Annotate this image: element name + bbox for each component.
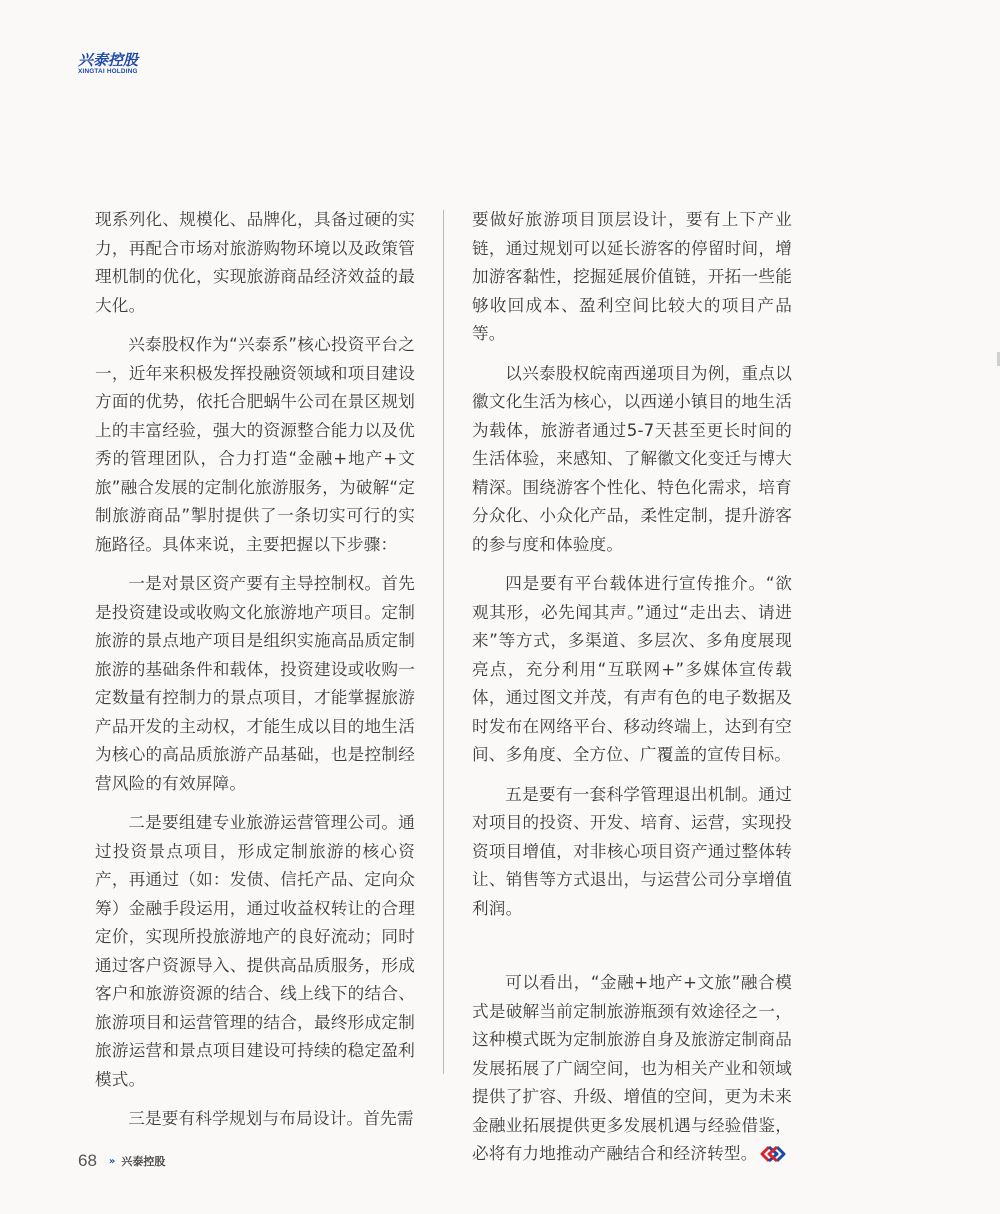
paragraph: 要做好旅游项目顶层设计，要有上下产业链，通过规划可以延长游客的停留时间，增加游客黏性，挖掘延展价值链，开拓一些能够收回成本、盈利空间比较大的项目产品等。 (472, 210, 792, 343)
end-mark-icon (760, 1145, 786, 1163)
page-number: 68 (78, 1151, 97, 1170)
logo-chinese-text: 兴泰控股 (78, 51, 139, 69)
paragraph: 二是要组建专业旅游运营管理公司。通过投资景点项目，形成定制旅游的核心资产，再通过（如：发债、信托产品、定向众筹）金融手段运用，通过收益权转让的合理定价，实现所投旅游地产的良好流动；同时通过客户资源导入、提供高品质服务，形成客户和旅游资源的结合、线上线下的结合、旅游项目和运营管理的结合，最终形成定制旅游运营和景点项目建设可持续的稳定盈利模式。 (95, 813, 415, 1089)
paragraph: 三是要有科学规划与布局设计。首先需 (128, 1109, 414, 1128)
paragraph: 现系列化、规模化、品牌化，具备过硬的实力，再配合市场对旅游购物环境以及政策管理机制的优化，实现旅游商品经济效益的最大化。 (95, 210, 415, 315)
paragraph: 一是对景区资产要有主导控制权。首先是投资建设或收购文化旅游地产项目。定制旅游的景点地产项目是组织实施高品质定制旅游的基础条件和载体，投资建设或收购一定数量有控制力的景点项目，才能掌握旅游产品开发的主动权，才能生成以目的地生活为核心的高品质旅游产品基础，也是控制经营风险的有效屏障。 (95, 574, 415, 793)
page-footer (78, 1151, 165, 1171)
paragraph: 五是要有一套科学管理退出机制。通过对项目的投资、开发、培育、运营，实现投资项目增值，对非核心项目资产通过整体转让、销售等方式退出，与运营公司分享增值利润。 (472, 784, 792, 918)
double-chevron-icon: » (108, 1155, 114, 1167)
concluding-text: 可以看出，“金融+地产+文旅”融合模式是破解当前定制旅游瓶颈有效途径之一，这种模式既为定制旅游自身及旅游定制商品发展拓展了广阔空间，也为相关产业和领域提供了扩容、升级、增值的空间，更为未来金融业拓展提供更多发展机遇与经验借鉴，必将有力地推动产融结合和经济转型。 (472, 973, 792, 1163)
paragraph: 以兴泰股权皖南西递项目为例，重点以徽文化生活为核心，以西递小镇目的地生活为载体，旅游者通过5-7天甚至更长时间的生活体验，来感知、了解徽文化变迁与博大精深。围绕游客个性化、特色化需求，培育分众化、小众化产品，柔性定制，提升游客的参与度和体验度。 (472, 363, 792, 554)
left-column (95, 206, 415, 1145)
footer-publication-name: 兴泰控股 (121, 1155, 166, 1168)
column-divider (443, 210, 444, 1074)
publication-logo (78, 52, 158, 76)
paragraph: 四是要有平台载体进行宣传推介。“欲观其形，必先闻其声。”通过“走出去、请进来”等方式，多渠道、多层次、多角度展现亮点，充分利用“互联网+”多媒体宣传载体，通过图文并茂，有声有色的电子数据及时发布在网络平台、移动终端上，达到有空间、多角度、全方位、广覆盖的宣传目标。 (472, 574, 792, 764)
paragraph: 兴泰股权作为“兴泰系”核心投资平台之一，近年来积极发挥投融资领域和项目建设方面的优势，依托合肥蜗牛公司在景区规划上的丰富经验，强大的资源整合能力以及优秀的管理团队，合力打造“金融+地产+文旅”融合发展的定制化旅游服务，为破解“定制旅游商品”掣肘提供了一条切实可行的实施路径。具体来说，主要把握以下步骤： (95, 335, 416, 554)
right-column (472, 206, 792, 1180)
logo-english-text: XINGTAI HOLDING (78, 68, 138, 75)
concluding-paragraph (472, 969, 792, 1169)
